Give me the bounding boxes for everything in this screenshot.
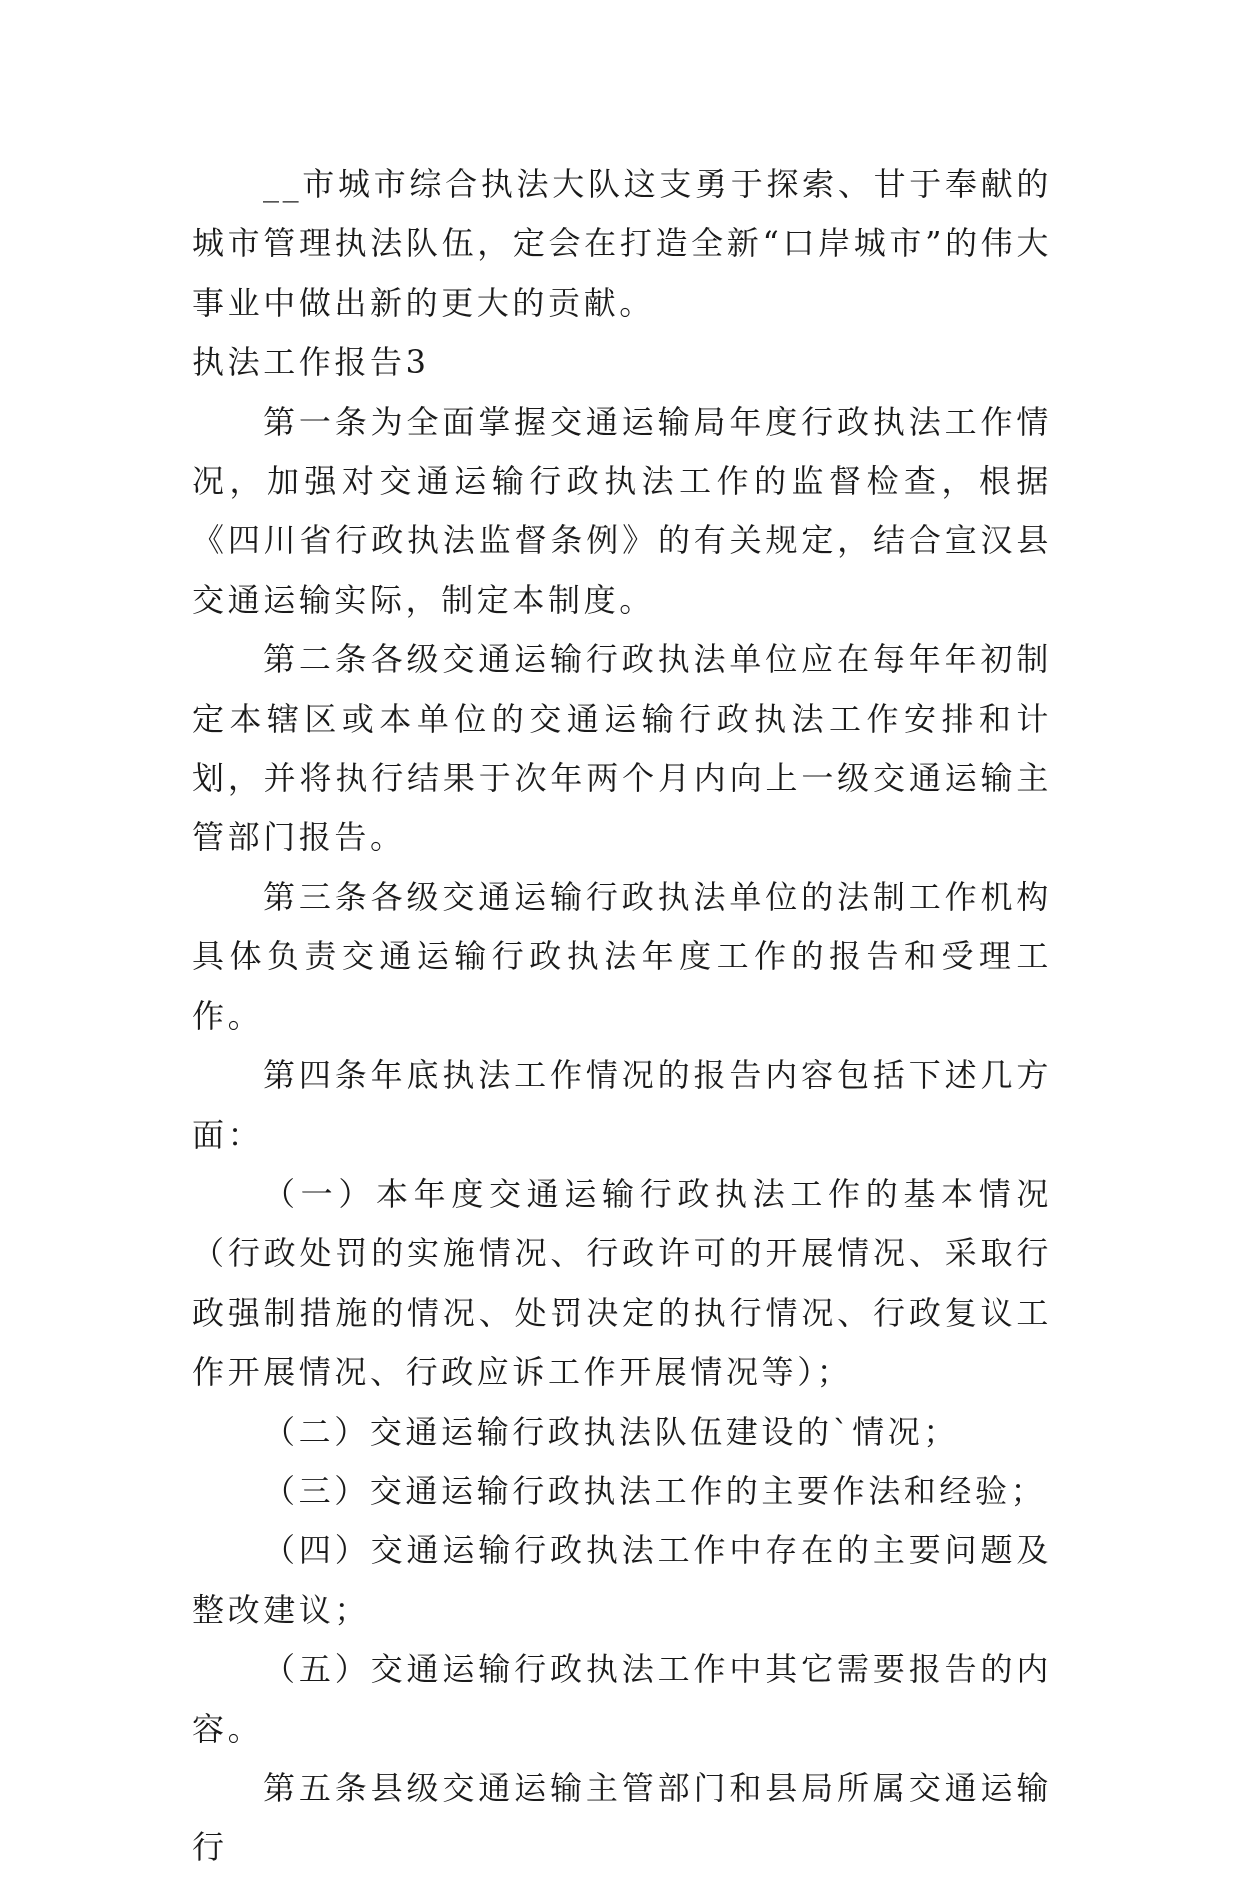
article-2: 第二条各级交通运输行政执法单位应在每年年初制定本辖区或本单位的交通运输行政执法工作安排和计划，并将执行结果于次年两个月内向上一级交通运输主管部门报告。 <box>192 640 1052 857</box>
document-page <box>192 155 1052 1878</box>
article-3: 第三条各级交通运输行政执法单位的法制工作机构具体负责交通运输行政执法年度工作的报告和受理工作。 <box>192 877 1052 1035</box>
article-4-item-5: （五）交通运输行政执法工作中其它需要报告的内容。 <box>192 1650 1052 1748</box>
paragraph-closing-remark: __市城市综合执法大队这支勇于探索、甘于奉献的城市管理执法队伍，定会在打造全新“口岸城市”的伟大事业中做出新的更大的贡献。 <box>192 165 1052 322</box>
article-4-item-2: （二）交通运输行政执法队伍建设的`情况； <box>263 1412 960 1451</box>
article-4-item-1: （一）本年度交通运输行政执法工作的基本情况（行政处罚的实施情况、行政许可的开展情况、采取行政强制措施的情况、处罚决定的执行情况、行政复议工作开展情况、行政应诉工作开展情况等）； <box>192 1174 1052 1392</box>
article-4: 第四条年底执法工作情况的报告内容包括下述几方面： <box>192 1056 1052 1154</box>
article-4-item-4: （四）交通运输行政执法工作中存在的主要问题及整改建议； <box>192 1531 1052 1629</box>
article-5: 第五条县级交通运输主管部门和县局所属交通运输行 <box>192 1768 1052 1867</box>
article-4-item-3: （三）交通运输行政执法工作的主要作法和经验； <box>263 1471 1047 1510</box>
section-heading: 执法工作报告3 <box>192 343 430 382</box>
article-1: 第一条为全面掌握交通运输局年度行政执法工作情况，加强对交通运输行政执法工作的监督检查，根据《四川省行政执法监督条例》的有关规定，结合宣汉县交通运输实际，制定本制度。 <box>192 402 1052 619</box>
